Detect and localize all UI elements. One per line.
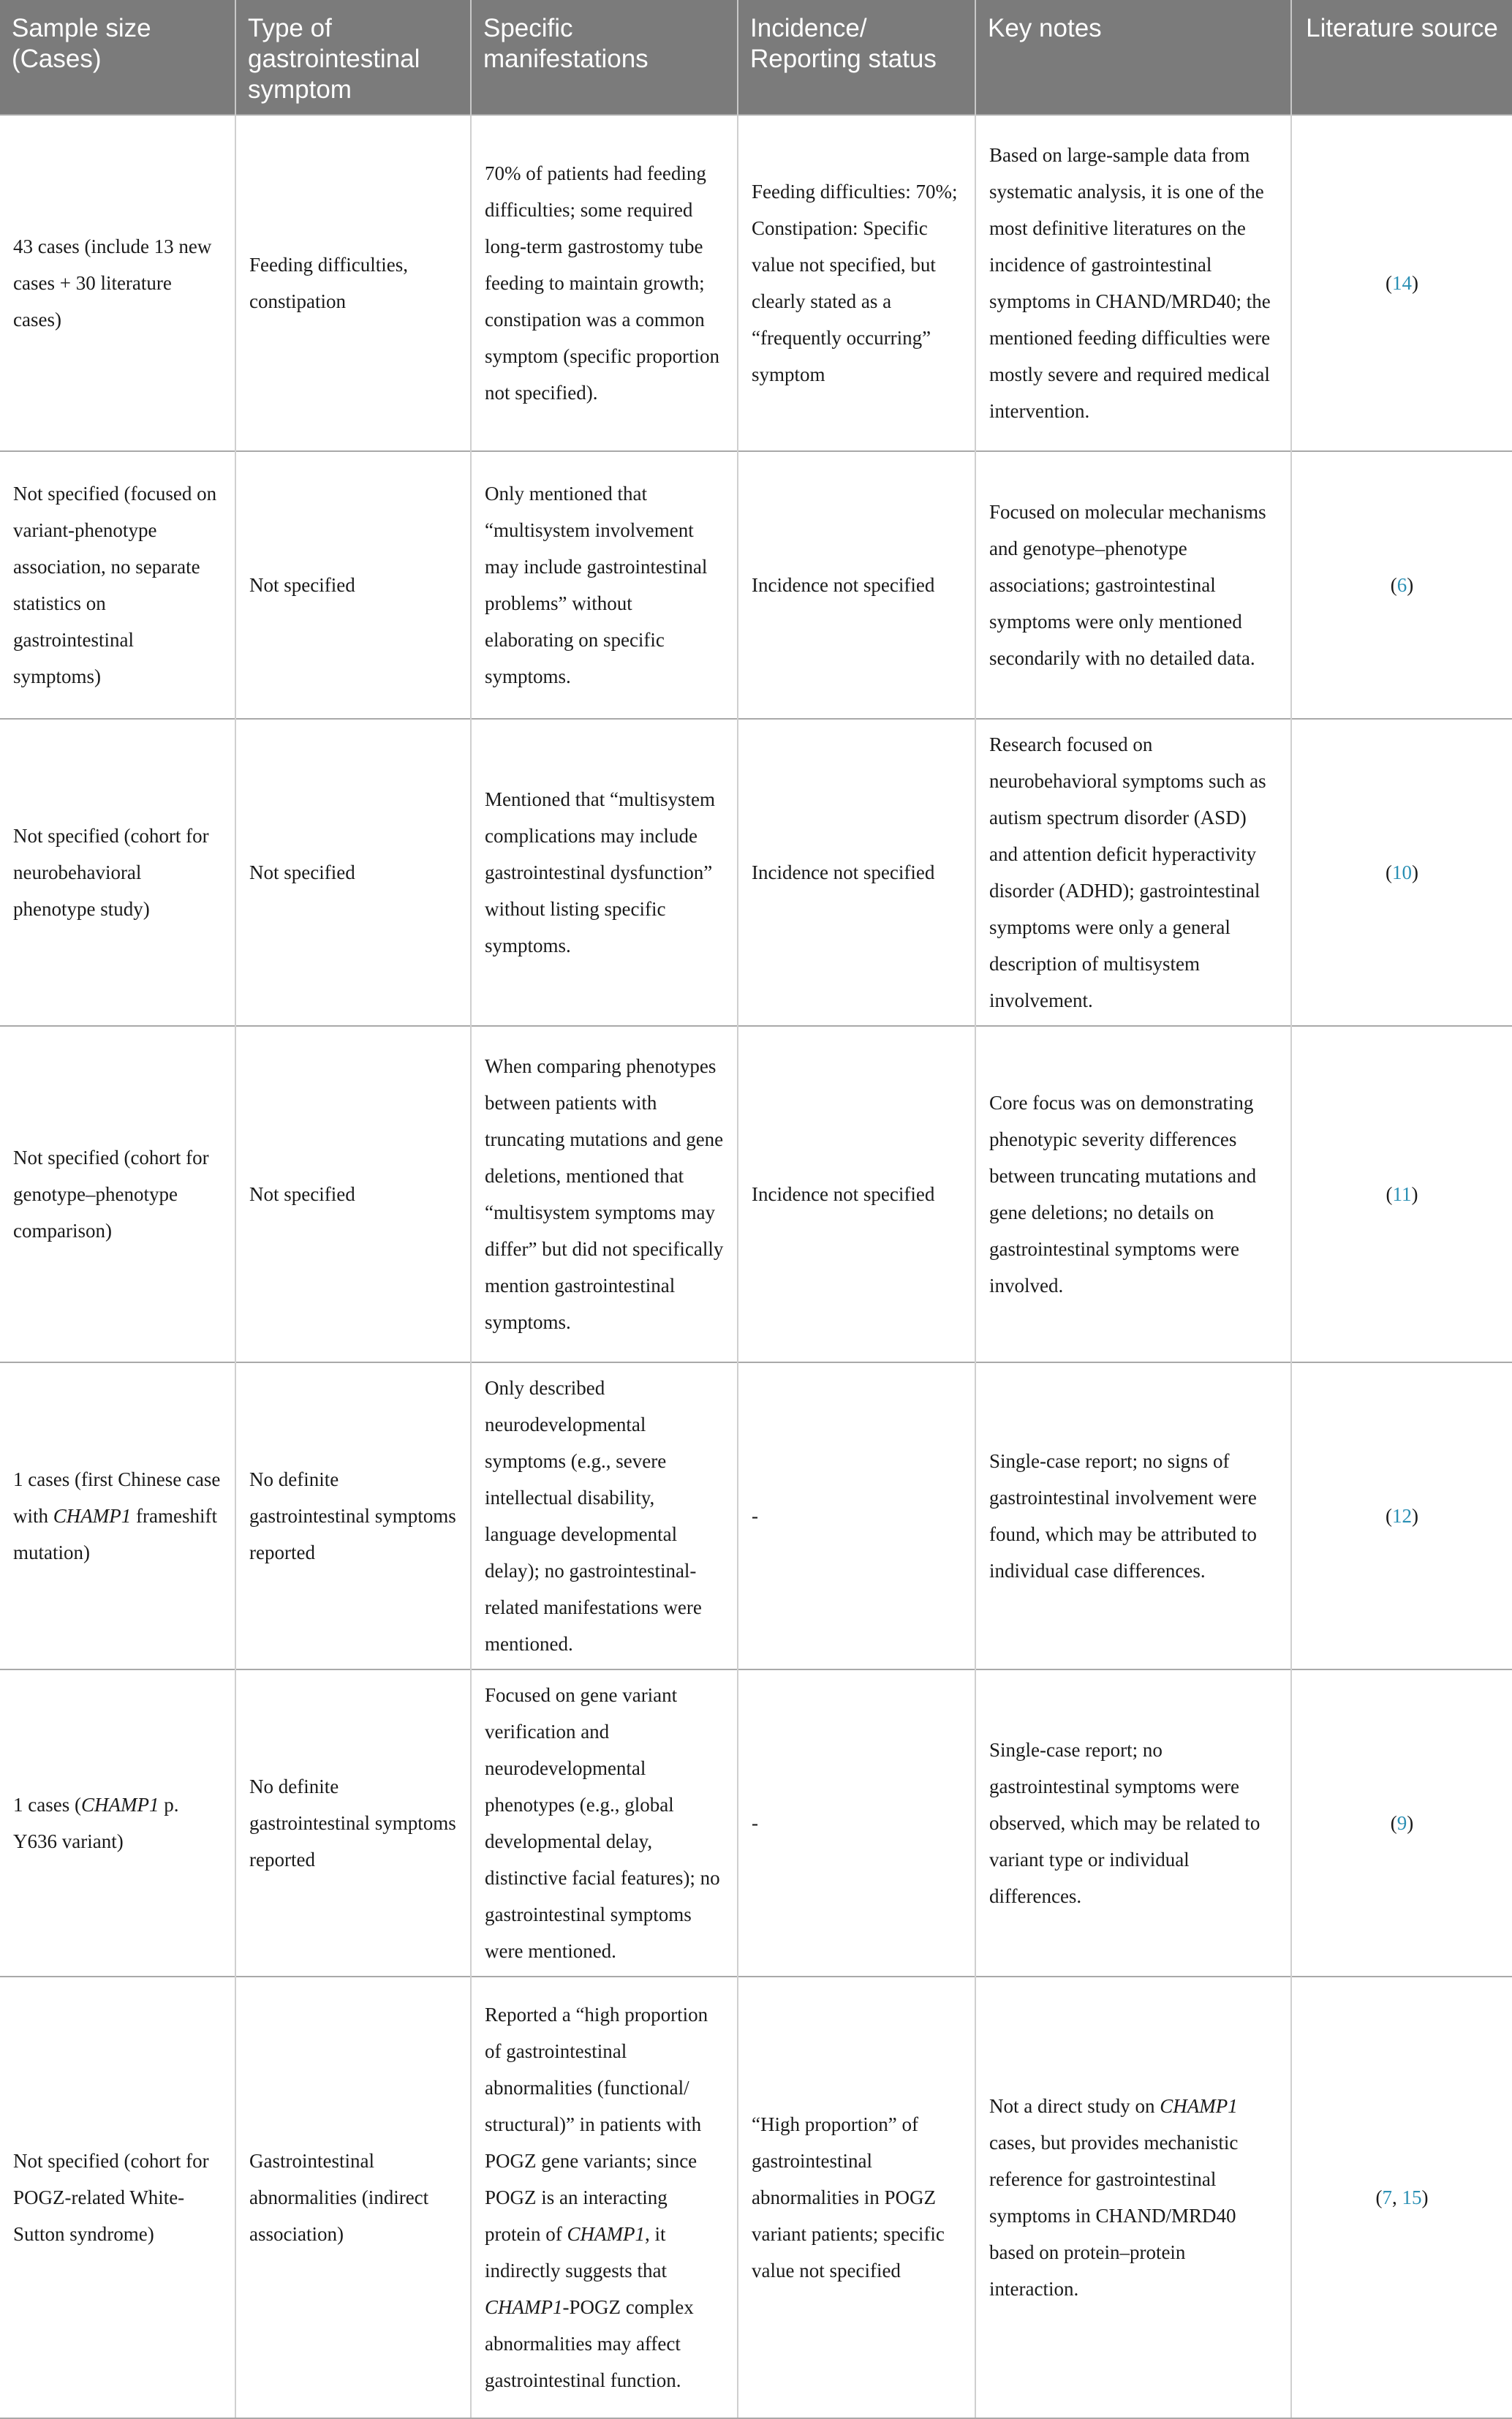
reference-link[interactable]: 11 — [1392, 1183, 1412, 1205]
table-row — [0, 1977, 1512, 2418]
cell-key-notes: Core focus was on demonstrating phenotypic severity differences between truncating mutations and gene deletions; no details on gastrointestinal symptoms were involved. — [975, 1026, 1291, 1362]
cell-incidence: - — [738, 1669, 975, 1977]
table-row — [0, 719, 1512, 1026]
cell-incidence: Feeding difficulties: 70%; Constipation: Specific value not specified, but clearly stated as a “frequently occurring” symptom — [738, 115, 975, 451]
cell-incidence: Incidence not specified — [738, 451, 975, 719]
header-sample-size: Sample size (Cases) — [0, 0, 235, 115]
reference-link[interactable]: 12 — [1392, 1505, 1412, 1527]
gene-name: CHAMP1 — [485, 2296, 563, 2318]
header-manifestations: Specific manifestations — [471, 0, 738, 115]
table-row — [0, 451, 1512, 719]
table-row — [0, 1669, 1512, 1977]
reference-link[interactable]: 15 — [1402, 2186, 1422, 2208]
cell-type: Not specified — [235, 719, 471, 1026]
cell-incidence: - — [738, 1362, 975, 1669]
cell-type: No definite gastrointestinal symptoms reported — [235, 1362, 471, 1669]
gene-name: CHAMP1 — [53, 1505, 132, 1527]
cell-sample-size: 1 cases (CHAMP1 p. Y636 variant) — [0, 1669, 235, 1977]
cell-key-notes: Research focused on neurobehavioral symptoms such as autism spectrum disorder (ASD) and attention deficit hyperactivity disorder (ADHD); gastrointestinal symptoms were only a general description of multisystem involvement. — [975, 719, 1291, 1026]
cell-sample-size: Not specified (focused on variant-phenotype association, no separate statistics on gastrointestinal symptoms) — [0, 451, 235, 719]
cell-manifestations: When comparing phenotypes between patients with truncating mutations and gene deletions, mentioned that “multisystem symptoms may differ” but did not specifically mention gastrointestinal symptoms. — [471, 1026, 738, 1362]
cell-sample-size: 43 cases (include 13 new cases + 30 literature cases) — [0, 115, 235, 451]
cell-type: Feeding difficulties, constipation — [235, 115, 471, 451]
table-row — [0, 115, 1512, 451]
cell-manifestations: Reported a “high proportion of gastrointestinal abnormalities (functional/ structural)” in patients with POGZ gene variants; since POGZ is an interacting protein of CHAMP1, it indirectly suggests that CHAMP1-POGZ complex abnormalities may affect gastrointestinal function. — [471, 1977, 738, 2418]
cell-sample-size: Not specified (cohort for genotype–phenotype comparison) — [0, 1026, 235, 1362]
cell-manifestations: Only described neurodevelopmental symptoms (e.g., severe intellectual disability, language developmental delay); no gastrointestinal-related manifestations were mentioned. — [471, 1362, 738, 1669]
table-row — [0, 1362, 1512, 1669]
cell-type: Gastrointestinal abnormalities (indirect association) — [235, 1977, 471, 2418]
header-row — [0, 0, 1512, 115]
header-literature-source: Literature source — [1291, 0, 1512, 115]
cell-literature-source: (12) — [1291, 1362, 1512, 1669]
table-row — [0, 1026, 1512, 1362]
cell-literature-source: (6) — [1291, 451, 1512, 719]
cell-literature-source: (14) — [1291, 115, 1512, 451]
gene-name: CHAMP1 — [80, 1794, 159, 1816]
cell-manifestations: Mentioned that “multisystem complications may include gastrointestinal dysfunction” without listing specific symptoms. — [471, 719, 738, 1026]
reference-link[interactable]: 14 — [1392, 272, 1412, 294]
cell-literature-source: (7, 15) — [1291, 1977, 1512, 2418]
reference-link[interactable]: 6 — [1396, 574, 1407, 596]
cell-manifestations: Only mentioned that “multisystem involvement may include gastrointestinal problems” without elaborating on specific symptoms. — [471, 451, 738, 719]
cell-key-notes: Not a direct study on CHAMP1 cases, but provides mechanistic reference for gastrointestinal symptoms in CHAND/MRD40 based on protein–protein interaction. — [975, 1977, 1291, 2418]
cell-type: No definite gastrointestinal symptoms reported — [235, 1669, 471, 1977]
header-key-notes: Key notes — [975, 0, 1291, 115]
cell-incidence: Incidence not specified — [738, 1026, 975, 1362]
cell-manifestations: Focused on gene variant verification and neurodevelopmental phenotypes (e.g., global developmental delay, distinctive facial features); no gastrointestinal symptoms were mentioned. — [471, 1669, 738, 1977]
header-type: Type of gastrointestinal symptom — [235, 0, 471, 115]
cell-key-notes: Single-case report; no signs of gastrointestinal involvement were found, which may be attributed to individual case differences. — [975, 1362, 1291, 1669]
reference-link[interactable]: 9 — [1396, 1812, 1407, 1834]
cell-incidence: “High proportion” of gastrointestinal abnormalities in POGZ variant patients; specific value not specified — [738, 1977, 975, 2418]
cell-literature-source: (10) — [1291, 719, 1512, 1026]
header-incidence: Incidence/ Reporting status — [738, 0, 975, 115]
reference-link[interactable]: 10 — [1392, 861, 1412, 883]
cell-key-notes: Focused on molecular mechanisms and genotype–phenotype associations; gastrointestinal symptoms were only mentioned secondarily with no detailed data. — [975, 451, 1291, 719]
cell-literature-source: (11) — [1291, 1026, 1512, 1362]
cell-sample-size: 1 cases (first Chinese case with CHAMP1 frameshift mutation) — [0, 1362, 235, 1669]
cell-key-notes: Based on large-sample data from systematic analysis, it is one of the most definitive literatures on the incidence of gastrointestinal symptoms in CHAND/MRD40; the mentioned feeding difficulties were mostly severe and required medical intervention. — [975, 115, 1291, 451]
gene-name: CHAMP1 — [1160, 2095, 1238, 2117]
gene-name: CHAMP1 — [567, 2223, 645, 2245]
cell-literature-source: (9) — [1291, 1669, 1512, 1977]
cell-manifestations: 70% of patients had feeding difficulties; some required long-term gastrostomy tube feeding to maintain growth; constipation was a common symptom (specific proportion not specified). — [471, 115, 738, 451]
cell-type: Not specified — [235, 451, 471, 719]
cell-incidence: Incidence not specified — [738, 719, 975, 1026]
reference-link[interactable]: 7 — [1382, 2186, 1392, 2208]
cell-key-notes: Single-case report; no gastrointestinal symptoms were observed, which may be related to variant type or individual differences. — [975, 1669, 1291, 1977]
cell-type: Not specified — [235, 1026, 471, 1362]
cell-sample-size: Not specified (cohort for neurobehavioral phenotype study) — [0, 719, 235, 1026]
cell-sample-size: Not specified (cohort for POGZ-related White-Sutton syndrome) — [0, 1977, 235, 2418]
